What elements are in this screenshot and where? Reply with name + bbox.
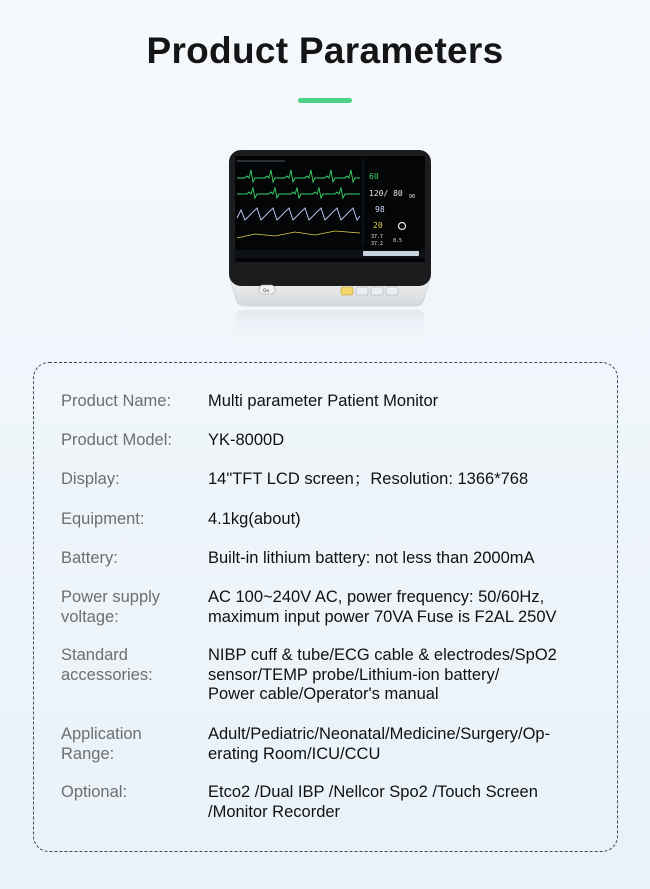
- temp2-value: 37.2: [371, 241, 384, 247]
- param-label-line: Power supply: [61, 588, 161, 606]
- alarm-button[interactable]: [356, 287, 368, 295]
- title-accent-bar: [298, 98, 352, 103]
- param-label-line: Standard: [61, 646, 128, 664]
- param-value-line: 4.1kg(about): [208, 510, 301, 528]
- param-label-line: Product Model:: [61, 431, 172, 449]
- resp-value: 20: [373, 221, 383, 230]
- freeze-button[interactable]: [341, 287, 353, 295]
- param-label-line: Battery:: [61, 549, 118, 567]
- param-label: [61, 549, 201, 569]
- param-value-line: erating Room/ICU/CCU: [208, 744, 381, 763]
- param-value: [208, 725, 608, 764]
- param-value-line: NIBP cuff & tube/ECG cable & electrodes/SpO2: [208, 646, 557, 664]
- param-value-line: sensor/TEMP probe/Lithium-ion battery/: [208, 665, 500, 684]
- param-label: [61, 510, 201, 530]
- param-value-line: Adult/Pediatric/Neonatal/Medicine/Surgery/Op-: [208, 725, 551, 743]
- param-label-line: Range:: [61, 744, 115, 763]
- param-value-line: Built-in lithium battery: not less than 2000mA: [208, 549, 535, 567]
- param-label: [61, 392, 201, 412]
- nibp-value: 120/ 80: [369, 189, 403, 198]
- param-value: [208, 510, 608, 530]
- temp-delta-value: 0.5: [393, 238, 403, 244]
- param-label: [61, 783, 201, 803]
- param-value: [208, 783, 608, 822]
- param-value: [208, 392, 608, 412]
- param-value-line: AC 100~240V AC, power frequency: 50/60Hz,: [208, 588, 545, 606]
- page-title: Product Parameters: [146, 30, 504, 71]
- param-value: [208, 588, 608, 627]
- param-label-line: voltage:: [61, 607, 119, 626]
- param-value: [208, 431, 608, 451]
- param-value: [208, 549, 608, 569]
- nibp-button[interactable]: [371, 287, 383, 295]
- patient-monitor-image: [225, 146, 435, 346]
- param-value: [208, 470, 608, 490]
- menu-button[interactable]: [386, 287, 398, 295]
- param-label-line: Product Name:: [61, 392, 172, 410]
- nibp-mean-value: 90: [409, 194, 416, 200]
- param-value-line: Power cable/Operator's manual: [208, 685, 439, 703]
- param-value-line: Etco2 /Dual IBP /Nellcor Spo2 /Touch Screen: [208, 783, 538, 801]
- param-label: [61, 646, 201, 685]
- param-value-line: maximum input power 70VA Fuse is F2AL 250V: [208, 607, 557, 626]
- param-value-line: 14"TFT LCD screen；Resolution: 1366*768: [208, 470, 529, 488]
- param-value-line: Multi parameter Patient Monitor: [208, 392, 439, 410]
- param-label-line: Equipment:: [61, 510, 145, 528]
- param-label-line: Optional:: [61, 783, 128, 801]
- param-label-line: Application: [61, 725, 142, 743]
- param-value: [208, 646, 608, 705]
- param-label-line: accessories:: [61, 665, 153, 684]
- param-label: [61, 588, 201, 627]
- spo2-value: 98: [375, 205, 385, 214]
- param-label: [61, 431, 201, 451]
- param-label: [61, 725, 201, 764]
- param-value-line: /Monitor Recorder: [208, 802, 341, 821]
- temp1-value: 37.7: [371, 234, 384, 240]
- power-button-label: On: [263, 289, 270, 294]
- hr-value: 60: [369, 172, 379, 181]
- param-value-line: YK-8000D: [208, 431, 285, 449]
- param-label-line: Display:: [61, 470, 120, 488]
- param-label: [61, 470, 201, 490]
